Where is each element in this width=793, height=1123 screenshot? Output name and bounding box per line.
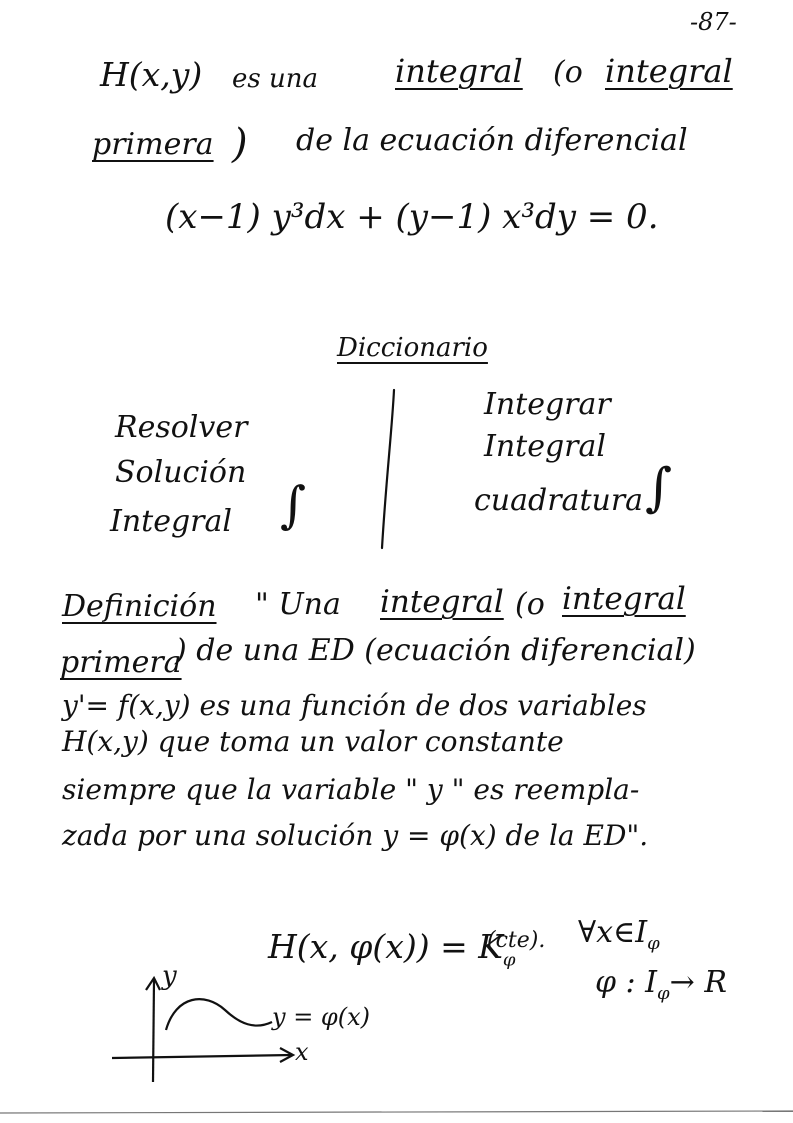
dictionary-left-item: Solución <box>115 455 247 490</box>
formula-main-sub: φ <box>502 949 516 971</box>
definition-text: " Una <box>255 587 341 622</box>
definition-term-primera: primera <box>60 645 182 680</box>
formula-map-arrow: → R <box>669 965 727 1000</box>
definition-text: y'= f(x,y) es una función de dos variables <box>62 689 647 722</box>
formula-map-text: φ : I <box>595 965 658 1000</box>
intro-function: H(x,y) <box>100 55 203 94</box>
definition-text: (o <box>515 587 545 622</box>
dictionary-right-item: cuadratura <box>474 483 644 518</box>
dictionary-left-item: Resolver <box>115 410 248 445</box>
definition-term-integral: integral <box>562 581 686 617</box>
formula-cte: (cte). <box>487 928 546 953</box>
graph-x-axis <box>112 1055 292 1058</box>
graph-y-label: y <box>162 961 177 991</box>
graph-curve-label: y = φ(x) <box>272 1003 370 1031</box>
definition-text: ) de una ED (ecuación diferencial) <box>175 633 696 668</box>
page-number: -87- <box>690 8 737 36</box>
intro-text: (o <box>553 55 583 90</box>
formula-main-text: H(x, φ(x)) = K <box>268 927 503 966</box>
formula-forall-sub: φ <box>647 933 660 954</box>
page-bottom-edge <box>0 1111 793 1113</box>
intro-term-integral: integral <box>395 52 523 90</box>
formula-forall-text: ∀x∈I <box>578 915 648 950</box>
intro-term-integral: integral <box>605 52 733 90</box>
graph-y-axis <box>153 980 154 1082</box>
dictionary-left-item: Integral <box>110 504 233 539</box>
definition-text: H(x,y) que toma un valor constante <box>62 725 564 758</box>
dictionary-divider <box>382 390 394 548</box>
intro-text: es una <box>232 64 318 94</box>
intro-paren: ) <box>232 121 248 167</box>
integral-symbol: ∫ <box>645 458 673 518</box>
formula-map-sub: φ <box>657 983 670 1004</box>
integral-symbol: ∫ <box>280 476 307 534</box>
definition-text: zada por una solución y = φ(x) de la ED". <box>62 819 649 852</box>
intro-term-primera: primera <box>92 127 214 162</box>
intro-text: de la ecuación diferencial <box>296 123 688 158</box>
dictionary-right-item: Integral <box>484 429 607 464</box>
graph-curve <box>166 999 272 1030</box>
dictionary-title: Diccionario <box>337 333 488 363</box>
dictionary-right-item: Integrar <box>484 387 611 422</box>
definition-text: siempre que la variable " y " es reempla- <box>62 773 640 806</box>
definition-label: Definición <box>62 589 217 624</box>
graph-x-label: x <box>295 1038 309 1066</box>
intro-equation: (x−1) y³dx + (y−1) x³dy = 0. <box>165 197 659 237</box>
definition-term-integral: integral <box>380 584 504 620</box>
